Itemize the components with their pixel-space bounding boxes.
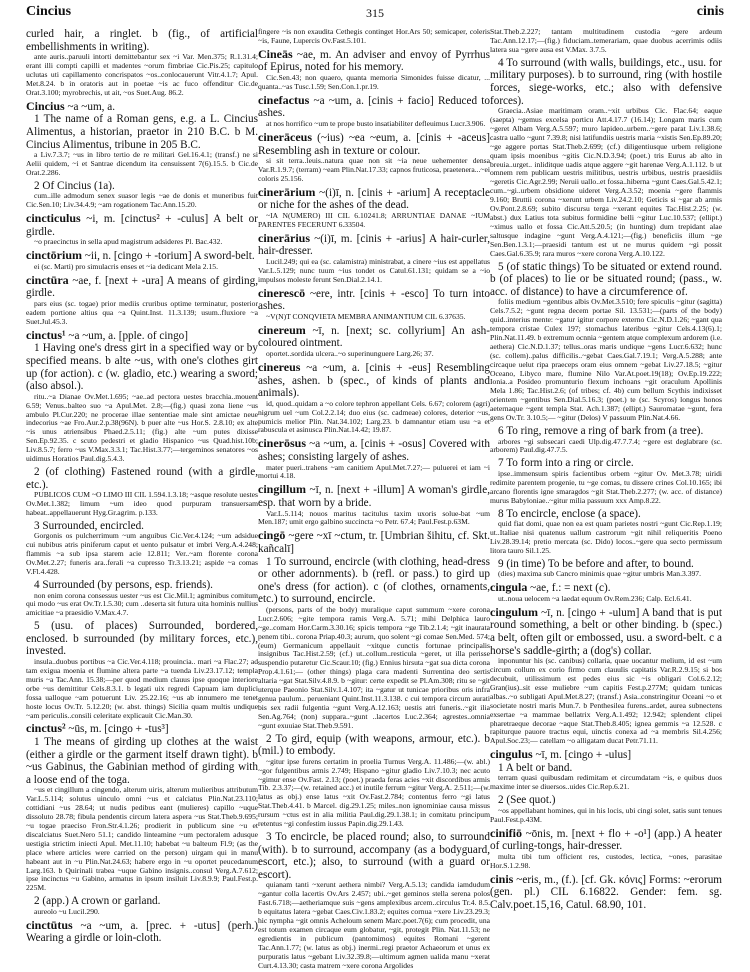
- definition-body: ~(i)ī, m. [cinis + -arius] A hair-curler, hair-dresser.: [258, 232, 490, 258]
- headword: cinereus: [258, 359, 301, 374]
- citation-text: ~us et cingillum a cingendo, alterum uiris, alterum mulieribus attributum Var.L.5.114; solutus uinculo omni ~us et calciatus Plin.Nat.23.110; cottidiani ~us 28.64; ut nudis pedibus eant (mulieres) capillo ~uque dissoluto 28.78; fibula pendentis circum latera aspera ~us Stat.Theb.9.695; ~u togae praeciso Fron.Str.4.1.26; prodierit in publicum sine ~u et discalciatus Suet.Nero 51.1; candido linteamine ~um pectoralem adusque uestigia strictim iniecti Apul. Met.11.10; habebat ~u balteum Fl.9; (as the place where articles were carried on the person) uirgam qui in manu habeant aut in ~u Plin.Nat.24.63; habere ergo in ~u oportet peucedanum Larg.163. b Quirinali trabea ~uque Gabino insignis..consul Verg.A.7.612; ipse incinctus ~u Gabino, armatus in ipsum insiluit Liv.8.9.9; Paul.Fest.p. 225M.: [26, 785, 258, 893]
- citation-block: [26, 491, 258, 518]
- citation-block: [26, 658, 258, 720]
- citation-text: Stat.Theb.2.227; tantam multitudinem custodia ~gere ardeum Tac.Ann.12.17;—(fig.) fiduciam..temerariam, quae duobus acerrimis odiis latera sua ~gere ausa est V.Max. 3.7.5.: [490, 27, 722, 54]
- definition-body: ~ii, n. [cingo + -torium] A sword-belt.: [82, 250, 255, 263]
- citation-text: ante auris..paruuli intorti demittebantur sex ~i Var. Men.375; R.1.31.4; erant illi compti capilli et madentes ~orum fimbriae Cic.Pis.25; capitulo uclutas uti capillamento concrispatos ~os..conlocauerunt Vitr.4.1.7; Apul. Met.8.24. b in oratoris aut in poetae ~is ac fuco offenditur Cic.de Orat.3.100; myrobrechis, ut ait, ~os Suet.Aug. 86.2.: [26, 52, 258, 97]
- entry-headword-line: [490, 581, 722, 595]
- citation-block: [258, 400, 490, 436]
- headword: cingillum: [258, 482, 307, 497]
- entry-headword-line: [26, 274, 258, 300]
- entry-headword-line: [26, 919, 258, 945]
- definition-body: 6 To ring, remove a ring of bark from (a tree).: [498, 424, 704, 437]
- citation-block: [490, 520, 722, 556]
- citation-text: oportet..sordida ulcera..~o superinunguere Larg.26; 37.: [266, 349, 434, 358]
- definition-body: 1 The name of a Roman gens, e.g. a L. Cincius Alimentus, a historian, praetor in 210 B.C. b M. Cincius Alimentus, tribune in 205 B.C.: [26, 113, 258, 151]
- definition-body: ~ī, m. [cingo + -ulus]: [532, 749, 632, 762]
- headword: cinis: [490, 871, 514, 886]
- citation-block: [258, 758, 490, 829]
- citation-text: inponuntur his (sc. canibus) collaria, quae uocantur melium, id est ~um circum collum ex corio firmo cum clauulis capitatis Var.R.2.9.15; si bos decubuit, utilissimum est pedes eius sic ~is obligari Col.6.2.12; Gran(ius)..sit esse muliebre ~um capitis Fest.p.277M; quidam tunicas albas..~o subligati Apul.Met.8.27; (transf.) Asia..constringitur Oceani ~o et societate nostri maris Mun.7. b Penthesilea furens..ardet, aurea subnectens exsertae ~a mammae bellatrix Verg.A.1.492; 12.942; splendent clipei pharetraeque decorae ~aque Stat.Theb.8.405; ignea gemmis ~a 12.528. c rapiturque pauore tractus equi, uinctis conexa ad ~a membris Sil.4.256; Apul.Soc.23;— catellam ~o alligatam ducat Petr.71.11.: [490, 656, 722, 746]
- citation-block: [490, 657, 722, 746]
- definition-body: ~ūs, m. [cingo + -tus³]: [65, 723, 169, 736]
- citation-block: [490, 107, 722, 258]
- citation-text: (dies) maxima sub Cancro minimis quae ~gitur umbris Man.3.397.: [498, 569, 701, 579]
- definition-text: [26, 736, 258, 786]
- definition-body: 1 Having one's dress girt in a specified way or by specified means. b alte ~us, with one's clothes girt up (for action). c (w. gladio, etc.) wearing a sword; (also absol.).: [26, 342, 258, 393]
- definition-body: 9 (in time) To be before and after, to bound.: [498, 557, 694, 570]
- definition-body: ~gere ~xī ~ctum, tr. [Umbrian šihitu, cf. Skt. kañcalī]: [258, 530, 490, 555]
- definition-body: ~ī, n. [cingo + -ulum] A band that is put round something, a belt or other binding. b (spec.) a belt, often gilt or embossed, usu. a sword-belt. c a horse's saddle-girth; a (dog's) collar.: [490, 606, 722, 657]
- definition-text: [26, 620, 258, 658]
- page-number: 315: [366, 6, 384, 20]
- citation-block: [258, 313, 490, 322]
- citation-text: Lucil.249; qui ea (sc. calamistra) ministrabat, a cinere ~ius est appellatus Var.L.5.129; nunc tuum ~ius tondet os Catul.61.131; quidam se a ~io impulsos moleste ferunt Sen.Dial.2.14.1.: [258, 257, 490, 284]
- definition-body: 5 (usu. of places) Surrounded, bordered, enclosed. b surrounded (by military forces, etc.), invested.: [26, 620, 258, 658]
- headword: cinerescō: [258, 285, 306, 300]
- definition-body: (~ius) ~ea ~eum, a. [cinis + -aceus] Resembling ash in texture or colour.: [258, 131, 490, 157]
- entry-headword-line: [258, 287, 490, 313]
- entry-headword-line: [490, 606, 722, 657]
- definition-body: ~ōnis, m. [next + flo + -o¹] (app.) A heater of curling-tongs, hair-dresser.: [490, 827, 722, 853]
- citation-block: [26, 192, 258, 210]
- entry-headword-line: [258, 529, 490, 555]
- citation-block: [26, 592, 258, 619]
- right-guide-word: cinis: [696, 4, 724, 19]
- citation-text: Graecia..Asiae maritimam oram..~xit urbibus Cic. Flac.64; eaque (saepta) ~gemus excelsa porticu Att.4.17.7 (16.14); Longam maris cum ~geret Albam Verg.A.5.597; muro lapideo..urbem..~gere parat Liv.1.38.6; castra uallo ~gunt 7.39.8; nisi latifundiis uestris maria ~xistis Sen.Ep.89.20; ~ge aggere portas Stat.Theb.2.699; (cf.) diligentiusque urbem religione quam ipsis moenibus ~gitis Cic.N.D.3.94; (poet.) tris Eurus ab alto in breuia..urget.. inliditque uadis atque aggere ~git harenae Verg.A.1.112. b ut omnem rem publicam uestris militibus, uestris urbibus, uestris praesidiis ~geretis Cic.Agr.2.99; Neruii uallo..et fossa..hiberna ~gunt Caes.Gal.5.42.1; cum..~gi..urbem obsidione uideret Verg.A.3.52; moenia ~gere flammis 9.160; Bruttii corona ~xerunt urbem Liv.24.2.10; Geticis si ~gar ab armis Ov.Pont.2.8.69; subito discursu terga ~xerant equites Tac.Hist.2.25; (w. abst.) dux Latius tota subitus formidine belli ~gitur Luc.10.537; (ellipt.) ~ximus uallo et fossa Cic.Att.5.20.5; (in hunting) dum trepidant alae saltusque indagine ~gunt Verg.A.4.121;—(fig.) beneficiis illum ~ge Sen.Ben.1.3.1;—praesidi tantum est ut ne murus quidem ~gi possit Caes.Gal.6.35.9; rara muros ~xere corona Verg.A.10.122.: [490, 106, 722, 258]
- headword: cinctus¹: [26, 327, 66, 342]
- citation-text: ~gitur ipse furens certatim in proelia Turnus Verg.A. 11.486;—(w. abl.) ~gor fulgentibus armis 2.749; Hispano ~gitur gladio Liv.7.10.3; nec acuto ~gimur ense Ov.Fast. 2.13; (poet.) praeda feras acies ~xit discordibus armis Tib. 2.3.37;—(w. retained acc.) et inutile ferrum ~gitur Verg.A. 2.511;—(w. latus as obj.) ense latus ~xit Ov.Fast.2.784; contentus ferro ~gi latus Stat.Theb.4.41. b Marcel. dig.29.1.25; miles..non ignominiae causa missus rursum ~ctus est in alia militia Paul.dig.29.1.38.1; in comitatu principum retentus ~gi confestim iussus Papin.dig.29.1.43.: [258, 756, 490, 829]
- definition-body: 4 Surrounded (by persons, esp. friends).: [34, 578, 213, 591]
- definition-body: ~ae, f. [next + -ura] A means of girding, girdle.: [26, 274, 258, 300]
- citation-text: arbores ~gi subsecari caedi Ulp.dig.47.7.7.4; ~gere est deglabrare (sc. arborem) Paul.dig.47.7.5.: [490, 436, 722, 455]
- definition-body: 1 A belt or band.: [498, 761, 573, 774]
- citation-block: [26, 238, 258, 247]
- citation-block: [258, 510, 490, 528]
- headword: cinctōrium: [26, 248, 82, 263]
- citation-block: [26, 786, 258, 893]
- definition-body: ~ere, intr. [cinis + -esco] To turn into ashes.: [258, 287, 490, 313]
- entry-headword-line: [258, 437, 490, 463]
- definition-body: ~a ~um, a.: [64, 100, 116, 113]
- citation-text: aureolo ~u Lucil.290.: [34, 906, 100, 916]
- headword: cinefactus: [258, 92, 310, 107]
- definition-text: [258, 556, 490, 606]
- entry-headword-line: [258, 186, 490, 212]
- definition-body: 2 Of Cincius (1a).: [34, 179, 115, 192]
- definition-body: ~ī, n. [next; sc. collyrium] An ash-coloured ointment.: [258, 324, 490, 350]
- definition-body: ~ae, f.: = next (c).: [527, 582, 611, 595]
- entry-headword-line: [26, 722, 258, 736]
- entry-headword-line: [258, 483, 490, 509]
- headword: cinctūra: [26, 272, 69, 287]
- entry-headword-line: [258, 94, 490, 120]
- definition-body: ~a ~um, a. [cinis + -eus] Resembling ashes, ashen. b (spec., of kinds of plants and animals).: [258, 361, 490, 400]
- citation-text: id, quod..quidam a ~o colore tephron appellant Cels. 6.67; colorem (agri) nigrum uel ~um Col.2.2.14; duo eius (sc. cadmeae) colores, deterior ~us, pumicis melior Plin. Nat.34.102; Larg.23. b damnantur etiam usu ~a et rabuscula et asinusca Plin.Nat.14.42; 19.87.: [258, 398, 490, 435]
- entry-headword-line: [26, 212, 258, 238]
- definition-body: 2 (app.) A crown or garland.: [34, 895, 161, 908]
- headword: cinctūtus: [26, 917, 73, 932]
- definition-body: 4 To surround (with walls, buildings, etc., usu. for military purposes). b to surround, ring (with hostile forces, siege-works, etc.; also with defensive forces).: [490, 56, 722, 107]
- citation-block: [26, 53, 258, 98]
- citation-block: [490, 298, 722, 423]
- definition-body: curled hair, a ringlet. b (fig., of artificial embellishments in writing).: [26, 28, 258, 53]
- citation-text: non enim corona consessus uester ~us est Cic.Mil.1; agminibus comitum qui modo ~us erat Ov.Tr.1.5.30; cum ..deserta sit futura uita hominis nullius amicitiae ~a praesidio V.Max.4.7.: [26, 590, 258, 618]
- citation-text: mater pueri..trahens ~am canitiem Apul.Met.7.27;— puluerei et iam ~i mortui 4.18.: [258, 462, 490, 481]
- citation-block: [258, 74, 490, 92]
- citation-block: [26, 263, 258, 272]
- definition-body: 2 (See quot.): [498, 794, 556, 807]
- definition-body: 2 To gird, equip (with weapons, armour, etc.). b (mil.) to embody.: [258, 732, 490, 758]
- citation-text: Cic.Sen.43; non quaero, quanta memoria Simonides fuisse dicatur, ... quanta..~as Tusc.1.59; Sen.Con.1.pr.19.: [258, 73, 490, 91]
- citation-text: cum..ille admodum senex suasor legis ~ae de donis et muneribus fuit Cic.Sen.10; Liv.34.4.9; ~am rogationem Tac.Ann.15.20.: [26, 191, 258, 210]
- citation-text: terram quasi quibusdam redimitam et circumdatam ~is, e quibus duos maxime inter se diuersos..uides Cic.Rep.6.21.: [490, 773, 722, 792]
- citation-block: [490, 774, 722, 792]
- definition-body: ~a ~um, a. [cinis + facio] Reduced to ashes.: [258, 94, 490, 120]
- definition-text: [490, 261, 722, 299]
- definition-text: [26, 342, 258, 392]
- citation-text: Gorgonis os pulcherrimum ~um anguibus Cic.Ver.4.124; ~um adsidue cui nubibus atris piniferum caput et uento pulsatur et imbri Verg.A.4.248; flammis ~a sub ipsa starem acie 12.811; Ver..~am florente corona Ov.Met.2.27; funeris ara..ferali ~a cupresso Tr.3.13.21; aspide ~a comas V.Fl.4.428.: [26, 531, 258, 577]
- entry-headword-line: [490, 827, 722, 853]
- definition-body: 3 Surrounded, encircled.: [34, 519, 144, 532]
- definition-body: 1 The means of girding up clothes at the waist (either a girdle or the garment itself drawn tight). b ~us Gabinus, the Gabinian method of girding with a loose end of the toga.: [26, 736, 258, 786]
- entry-headword-line: [258, 324, 490, 350]
- definition-body: ~(i)ī, n. [cinis + -arium] A receptacle or niche for the ashes of the dead.: [258, 186, 490, 212]
- citation-text: foliis medium ~gentibus albis Ov.Met.3.510; fere spiculis ~gitur (sagitta) Cels.7.5.2; ~gunt regna decem portae Sil. 13.531;—(parts of the body) quid..interius mente: ~gatur igitur corpore externo Cic.N.D.1.26; ~gant qua tempora cristae Culex 197; stomachus lateribus ~gitur Cels.4.13(6).1; Plin.Nat.11.49. b extremum ocnnia ~gentem atque complexum ardorem (i.e. aethera) Cic.N.D.1.37; tellus..oras maris undique ~gens Lucr.6.632; hunc (sc. collem)..palus difficilis..~gebat Caes.Gal.7.19.1; Verg.A.5.288; ante circaque uelut ripa praeceps oram eius omnem ~gebat Liv.27.18.5; ~gitur Oceano, Libyco mare, flumine Nilo Var.At.poet.19(18); Ov.Ep.19.222; Ionia..a Posideo promunturio flexum inchoans ~git oraculum Apollinis Mela 1.86; Tac.Hist.2.6; (of tribes; cf. 4b) cum bellum Scythis indixisset orientem ~gentibus Sen.Dial.5.16.3; (poet.) te (sc. Scyros) longus honos aeternaque ~gent templa Stat. Ach.1.387; (ellipt.) Sauromatae ~gunt, fera gens Ov.Tr. 3.10.5;— ~gitur (Delos) V passuum Plin.Nat.4.66.: [490, 297, 722, 423]
- headword: Cincius: [26, 98, 65, 113]
- definition-body: 5 (of static things) To be situated or extend round. b (of places) to lie or be situated round; (pass., w. acc. of distance) to have a circumference of.: [490, 260, 722, 298]
- citation-text: insula..duobus portibus ~a Cic.Ver.4.118; prouincia.. mari ~a Flac.27; ad tam exigua moenia et flumine altera parte ~a tuenda Liv.23.17.12; templa muris ~a Tac.Ann. 15.38;—per quod medium clauus ipse quoque interiore orbe ~us demittitur Cels.8.3.1. b legati uix regredi Capuam iam duplici fossa ualloque ~am potuerunt Liv. 25.22.16; ~us ab innumero me tenet hoste locus Ov.Tr. 5.12.20; (w. abst. things) Sicilia quam multis undique ~am periculis..consili celeritate explicauit Cic.Man.30.: [26, 657, 258, 720]
- citation-block: [490, 470, 722, 506]
- headword: cingō: [258, 528, 286, 543]
- citation-block: [490, 28, 722, 55]
- headword: cinctus²: [26, 721, 66, 736]
- citation-text: multa tibi tum officient res, custodes, lectica, ~ones, parasitae Hor.S.1.2.98.: [490, 851, 722, 870]
- definition-body: ~a ~um, a. [prec. + -utus] (perh.) Wearing a girdle or loin-cloth.: [26, 919, 258, 945]
- citation-text: PUBLICOS CUM ~O LIMO III CIL 1.594.1.3.18; ~asque resolute uestes Ov.Met.1.382; limum ~um ideo quod purpuram transuersam habeat..appellauerunt Hyg.Gr.agrim. p.133.: [26, 490, 258, 517]
- entry-headword-line: [258, 48, 490, 74]
- entry-headword-line: [490, 873, 722, 912]
- citation-block: [258, 350, 490, 359]
- headword: cinereum: [258, 322, 306, 337]
- definition-text: [258, 733, 490, 758]
- citation-text: a Liv.7.3.7; ~us in libro tertio de re militari Gel.16.4.1; (transf.) ne si Aelii quidem, ~i et Santrae dicendum ita censuissent 7(6).15.5. b Cic.de Orat.2.286.: [26, 150, 258, 177]
- citation-block: [258, 157, 490, 184]
- citation-block: [490, 595, 722, 604]
- headword: cinerōsus: [258, 436, 306, 451]
- citation-text: ei (sc. Marti) pro simulacris enses et ~ia dedicant Mela 2.15.: [34, 261, 218, 271]
- citation-text: pars eius (sc. togae) prior mediis cruribus optime terminatur, posterior eadem portione altius qua ~a Quint.Inst. 11.3.139; usum..fluxiore ~a Suet.Jul.45.3.: [26, 299, 258, 326]
- headword: cingulus: [490, 747, 533, 762]
- definition-body: ~a ~um, a. [pple. of cingo]: [65, 329, 188, 342]
- citation-text: quid fiat domi, quae non ea est quam parietes nostri ~gunt Cic.Rep.1.19; ut..Italiae nisi quatenus uallum castrorum ~git nihil reliqueritis Poeno Liv.28.39.14; pretio mercata (sc. Dido) locos..~gere qua secto permissum litora tauro Sil.1.25.: [490, 519, 722, 555]
- definition-body: ~ae, m. An adviser and envoy of Pyrrhus of Epirus, noted for his memory.: [258, 48, 490, 74]
- definition-body: 2 (of clothing) Fastened round (with a girdle, etc.).: [26, 465, 258, 491]
- citation-text: quianam tanti ~xerunt aethera nimbi? Verg.A.5.13; candida iamdudum ~gantur colla lacertis Ov.Ars 2.457; ubi..~get geminos stella serena polos Fast.6.718;—aetheriamque suis ~gens amplexibus arcem..circulus Tr.4. 8.5. b equitatus latera ~gebat Caes.Civ.1.83.2; equites cornua ~xere Liv.23.29.3; hic nympha ~git omnis Acheloum senem Marc.poet.7(6); cum procedit, una est totum examen circaque eum globatur, ~git, protegit Plin. Nat.11.53; ne egredientis in publicum (pantomimos) equites Romani ~gerent Tac.Ann.1.77; (w. latus as obj.) inermi..regi praetor Achaeorum et unus ex purpuratis latus ~gebant Liv.32.39.8;—ultimum agmen ualida manu ~xerat Curt.4.13.30; casta matrem ~xere corona Argolides: [258, 880, 490, 970]
- citation-block: [490, 853, 722, 871]
- definition-body: ~eris, m., (f.). [cf. Gk. κόνις] Forms: ~erorum (gen. pl.) CIL 6.16822. Gender: fem. sg. Calv.poet.15,16, Catul. 68.90, 101.: [490, 873, 722, 911]
- headword: cinerāceus: [258, 129, 312, 144]
- definition-body: 3 To encircle, be placed round; also, to surround (with). b to surround, accompany (as a bodyguard, escort, etc.); also, to surround (with a guard or escort).: [258, 831, 490, 881]
- citation-block: [26, 393, 258, 464]
- definition-body: 7 To form into a ring or circle.: [498, 457, 634, 470]
- citation-block: [258, 28, 490, 46]
- citation-text: ~o praecinctus in sella apud magistrum adsideres Pl. Bac.432.: [34, 237, 223, 247]
- definition-body: ~a ~um, a. [cinis + -osus] Covered with ashes; consisting largely of ashes.: [258, 438, 490, 463]
- citation-block: [258, 464, 490, 482]
- headword: cinifiō: [490, 825, 522, 840]
- citation-block: [258, 120, 490, 129]
- entry-headword-line: [258, 232, 490, 258]
- definition-body: ~i, m. [cinctus² + -culus] A belt or girdle.: [26, 213, 258, 238]
- headword: cinerārius: [258, 230, 310, 245]
- citation-text: ipse..immensum spiris facientibus orbem ~gitur Ov. Met.3.78; uiridi redimite parentem progenie, tu ~ge comas, tu dissere crines Col.10.165; ibi arcano florentis igne smaragdos ~git Stat.Theb.2.277; (w. acc. of distance) murus Babyloniae..~gitur milia passuum xxx Amp.8.22.: [490, 468, 722, 505]
- citation-block: [258, 258, 490, 285]
- headword: cingula: [490, 580, 528, 595]
- citation-block: [490, 807, 722, 825]
- citation-block: [258, 606, 490, 731]
- citation-text: at nos horrifico ~um te prope busto insatiabiliter defleuimus Lucr.3.906.: [266, 119, 486, 128]
- citation-block: [490, 570, 722, 579]
- entry-headword-line: [26, 249, 258, 263]
- headword: cingulum: [490, 604, 539, 619]
- citation-text: Var.L.5.114; nouos maritus tacitulus taxim uxoris solue-bat ~um Men.187; umit ergo galbino succincta ~o Petr. 67.4; Paul.Fest.p.63M.: [258, 508, 490, 527]
- citation-text: fingere ~is non exaudita Cethegis continget Hor.Ars 50; semicaper, coleris ~is, Faune, Lupercis Ov.Fast.5.101.: [258, 27, 490, 45]
- headword: cincticulus: [26, 211, 81, 226]
- citation-block: [26, 532, 258, 577]
- definition-body: 8 To encircle, enclose (a space).: [498, 507, 641, 520]
- definition-text: [258, 831, 490, 881]
- entry-headword-line: [490, 748, 722, 762]
- citation-block: [26, 300, 258, 327]
- entry-headword-line: [26, 329, 258, 343]
- citation-text: ut..noua uelocem ~a laedat equum Ov.Rem.236; Calp. Ecl.6.41.: [498, 593, 692, 603]
- citation-text: ~os appellabant homines, qui in his locis, ubi cingi solet, satis sunt tenues Paul.Fest.p.43M.: [490, 805, 722, 824]
- citation-block: [258, 881, 490, 970]
- column-2: [258, 28, 490, 972]
- citation-text: ~V(N)T CONQVIETA MEMBRA ANIMANTIUM CIL 6.37635.: [266, 311, 466, 321]
- citation-block: [26, 908, 258, 917]
- citation-text: ritu..~a Dianae Ov.Met.1.695; ~ae..ad pectora uestes bracchia..mouent 6.59; Venus..balteo suo ~a Apul.Met. 2.8;—(fig.) quasi zona liene ~us ambulo Pl.Cur.220; ne procerae illae sententiae male sint amictae neue indecorius ~ae Fro.Aur.2.p.38(96N). b puer alte ~us Hor.S. 2.8.10; ex alte ~is unus atriensibus Phaed.2.5.11; (fig.) alte ~um putes dixisse Sen.Ep.92.35. c scuto pedestri et gladio Hispanico ~us Quad.hist.10b; Liv.8.5.7; ferro ~us V.Max.3.3.1; Tac.Hist.3.77;—tergeminos senatores ~os uidimus Horatios Paul.dig.5.4.3.: [26, 391, 258, 464]
- definition-text: [26, 466, 258, 491]
- definition-body: 1 To surround, encircle (with clothing, head-dress or other adornments). b (refl. or pass.) to gird up one's dress (for action). c (of clothes, ornaments, etc.) to surround, encircle.: [258, 555, 490, 606]
- entry-headword-line: [258, 131, 490, 157]
- definition-text: [26, 113, 258, 151]
- left-guide-word: Cincius: [26, 4, 72, 19]
- citation-text: ~IA N(UMERO) III CIL 6.10241.8; ARRUNTIAE DANAE ~IUM PARENTES FECERUNT 6.33504.: [258, 211, 490, 229]
- definition-text: [490, 57, 722, 107]
- citation-block: [258, 212, 490, 230]
- column-3: [490, 28, 722, 911]
- entry-headword-line: [258, 361, 490, 400]
- citation-block: [26, 151, 258, 178]
- definition-text: [26, 28, 258, 53]
- definition-body: ~ī, n. [next + -illum] A woman's girdle, esp. that worn by a bride.: [258, 484, 490, 509]
- column-1: [26, 28, 258, 945]
- entry-headword-line: [26, 100, 258, 114]
- citation-text: si sit terra..leuis..natura quae non sit ~ia neue uehementer densa Var.R.1.9.7; (terram) ~eam Plin.Nat.17.33; capnos fruticosa, praetenera...~ei coloris 25.156.: [258, 156, 490, 183]
- running-head: [26, 4, 724, 24]
- headword: Cineās: [258, 46, 293, 61]
- citation-block: [490, 438, 722, 456]
- headword: cinerārium: [258, 184, 316, 199]
- citation-text: (persons, parts of the body) muralique caput summum ~xere corona Lucr.2.606; ~gite tempora ramis Verg.A. 5.71; mihi Delphica lauro ~ge..comam Hor.Carm.3.30.16; spicis tempora ~ge Tib.2.1.4; ~git inaurata penem tibi.. corona Priap.40.3; aurum, quo solent ~gi comae Sen.Med. 574; (eum) Germanicum appellauit ~xitque cunctis fortunae principalis insignibus Tac.Hist.2.59; (cf.) ut..collum..resticula ~geret, ut illa perisse suspendio putaretur Cic.Scaur.10; (fig.) Ennius hirsuta ~gat sua dicta corona Prop.4.1.61;— (other things) plaga cara madenti Surrentina deo sertis altaria ~gat Stat.Silv.4.8.9. b ~gitur: certe expedit se Pl.Am.308; ritu se ~git uterque Paeonio Stat.Silv.1.4.107; ita ~gatur ut tunicae prioribus oris infra genua paulum.. perueniant Quint.Inst.11.3.138. c cui tempora circum aurati bis sex radii fulgentia ~gunt Verg.A.12.163; uestis atri funeris..~git ilia Sen.Ag.764; (non) suppara..~gunt ..lacertos Luc.2.364; agrestes..omnia ~gunt exuuiae Stat.Theb.9.591.: [258, 604, 490, 730]
